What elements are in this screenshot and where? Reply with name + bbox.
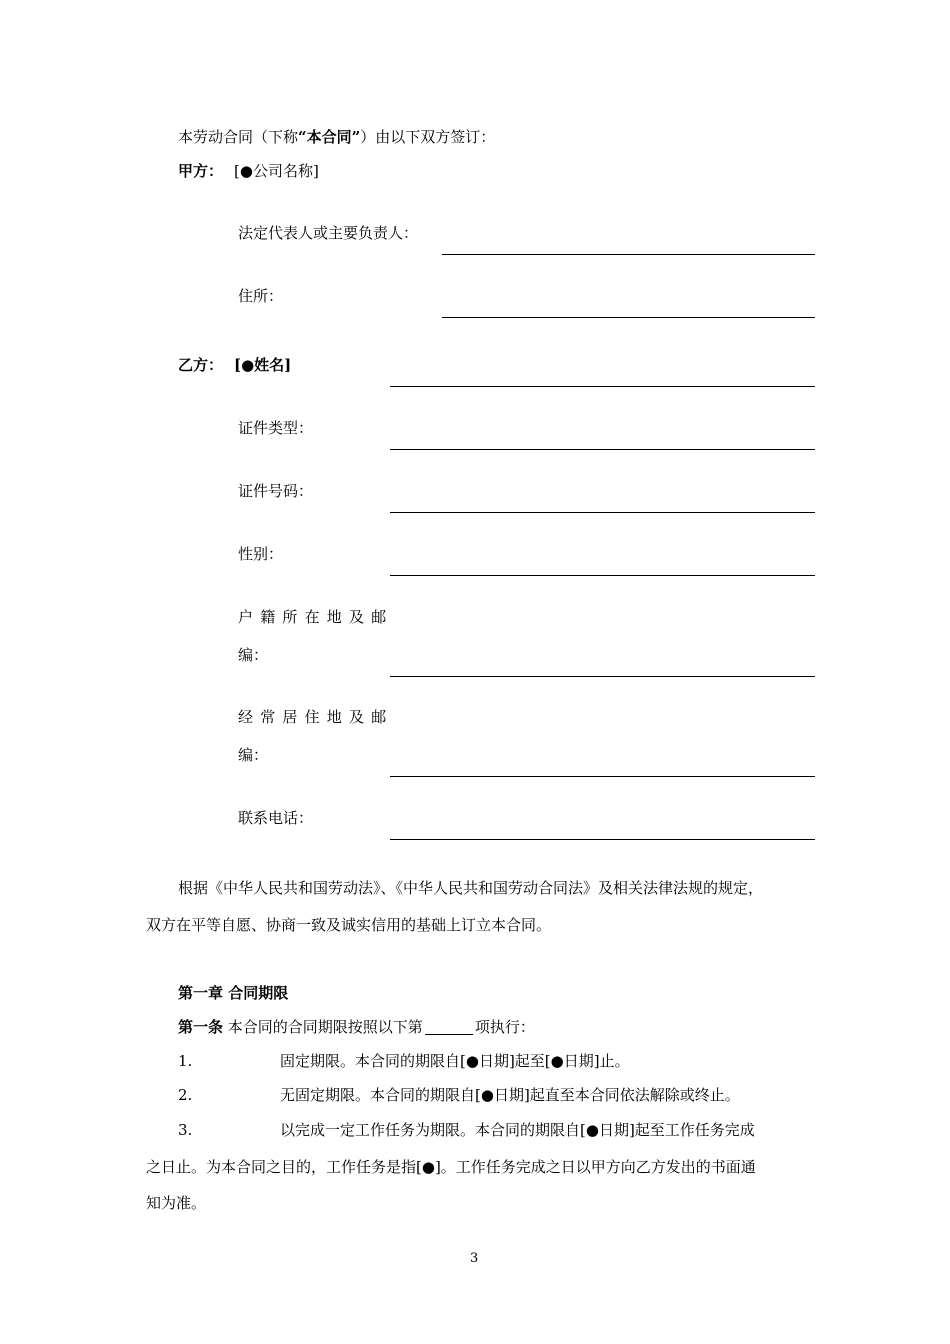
address-label: 住所： (238, 287, 284, 305)
intro-defined-term: “本合同” (298, 128, 361, 146)
intro-text-after: ）由以下双方签订： (360, 128, 496, 146)
household-address-label-line2: 编： (238, 646, 269, 664)
article-1-label: 第一条 (178, 1018, 224, 1036)
item-1-number: 1. (178, 1052, 193, 1070)
legal-representative-label: 法定代表人或主要负责人： (238, 224, 419, 242)
item-3-text: 以完成一定工作任务为期限。本合同的期限自[●日期]起至工作任务完成 (280, 1121, 755, 1139)
intro-line (178, 127, 495, 147)
item-1-text: 固定期限。本合同的期限自[●日期]起至[●日期]止。 (280, 1052, 630, 1070)
party-b-name-blank[interactable] (390, 386, 815, 387)
party-b-label: 乙方： (178, 356, 224, 374)
intro-text-before: 本劳动合同（下称 (178, 128, 299, 146)
household-address-blank[interactable] (390, 676, 815, 677)
address-blank[interactable] (442, 317, 815, 318)
item-3-continuation-2: 知为准。 (146, 1194, 207, 1212)
article-1 (178, 1017, 535, 1037)
article-1-text-after: 项执行： (474, 1018, 535, 1036)
household-address-label-line1: 户籍所在地及邮 (238, 608, 394, 626)
page-number: 3 (470, 1251, 479, 1266)
legal-representative-blank[interactable] (442, 254, 815, 255)
basis-line-2: 双方在平等自愿、协商一致及诚实信用的基础上订立本合同。 (146, 916, 552, 934)
chapter-title: 第一章 合同期限 (178, 984, 289, 1002)
phone-label: 联系电话： (238, 809, 314, 827)
id-type-blank[interactable] (390, 449, 815, 450)
article-1-text-before: 本合同的合同期限按照以下第 (227, 1018, 423, 1036)
residence-address-blank[interactable] (390, 776, 815, 777)
residence-address-label-line2: 编： (238, 746, 269, 764)
id-number-blank[interactable] (390, 512, 815, 513)
item-3-number: 3. (178, 1121, 193, 1139)
phone-blank[interactable] (390, 839, 815, 840)
article-1-option-blank[interactable] (425, 1019, 473, 1035)
item-3-continuation-1: 之日止。为本合同之目的，工作任务是指[●]。工作任务完成之日以甲方向乙方发出的书面通 (146, 1158, 756, 1176)
residence-address-label-line1: 经常居住地及邮 (238, 708, 394, 726)
gender-label: 性别： (238, 545, 284, 563)
party-b-value: [●姓名] (234, 356, 292, 374)
id-number-label: 证件号码： (238, 482, 314, 500)
party-a-value: [●公司名称] (234, 162, 319, 180)
gender-blank[interactable] (390, 575, 815, 576)
party-a-label: 甲方： (178, 162, 224, 180)
item-2-number: 2. (178, 1086, 193, 1104)
basis-line-1: 根据《中华人民共和国劳动法》、《中华人民共和国劳动合同法》及相关法律法规的规定， (178, 879, 764, 897)
item-2-text: 无固定期限。本合同的期限自[●日期]起直至本合同依法解除或终止。 (280, 1086, 740, 1104)
id-type-label: 证件类型： (238, 419, 314, 437)
